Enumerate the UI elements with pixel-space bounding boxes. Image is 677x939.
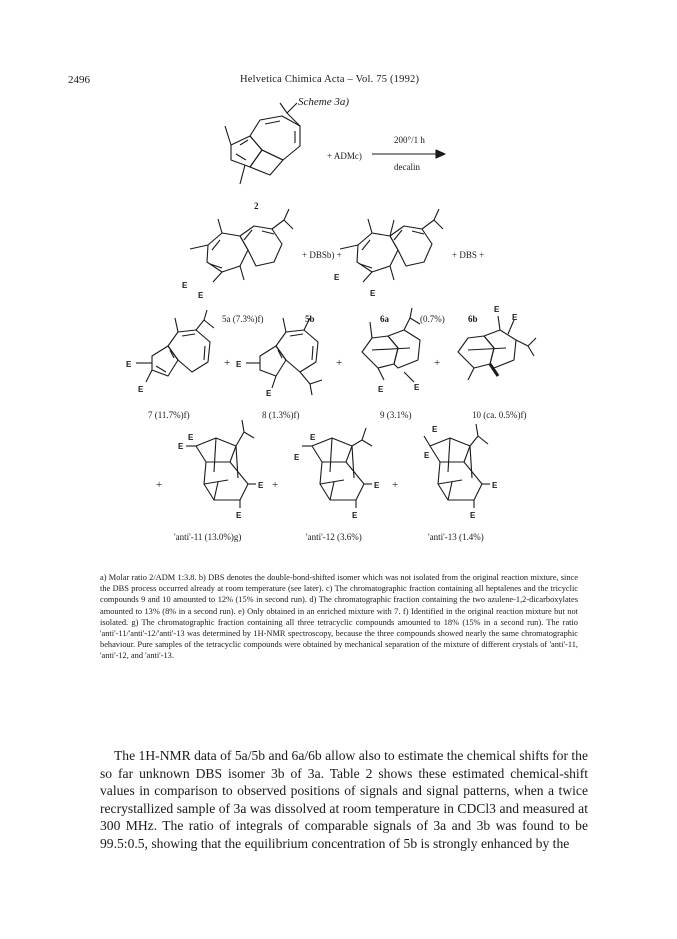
reaction-condition-temp: 200°/1 h	[394, 135, 425, 145]
e-label: E	[512, 313, 518, 322]
plus-sign: +	[272, 479, 279, 491]
e-label: E	[432, 425, 438, 434]
azulene-2-structure	[225, 103, 300, 184]
label-6a-yield: (0.7%)	[420, 314, 445, 324]
e-label: E	[424, 451, 430, 460]
label-10: 10 (ca. 0.5%)f)	[472, 410, 527, 420]
plus-sign: +	[336, 357, 343, 369]
e-label: E	[258, 481, 264, 490]
reagent-adm: + ADMc)	[327, 151, 362, 161]
e-label: E	[492, 481, 498, 490]
heptalene-5a-structure	[190, 209, 293, 282]
e-label: E	[294, 453, 300, 462]
reaction-condition-solvent: decalin	[394, 162, 420, 172]
compound-7-structure	[136, 310, 214, 382]
label-5b: 5b	[305, 314, 315, 324]
e-label: E	[188, 433, 194, 442]
label-6a: 6a	[380, 314, 389, 324]
plus-dbs: + DBS +	[452, 250, 485, 260]
label-anti-11: 'anti'-11 (13.0%)g)	[174, 532, 242, 542]
plus-sign: +	[224, 357, 231, 369]
plus-dbs-b: + DBSb) +	[302, 250, 342, 260]
e-label: E	[374, 481, 380, 490]
e-label: E	[236, 360, 242, 369]
e-label: E	[126, 360, 132, 369]
compound-13-structure	[424, 424, 490, 508]
e-label: E	[182, 281, 188, 290]
plus-sign: +	[392, 479, 399, 491]
label-anti-13: 'anti'-13 (1.4%)	[428, 532, 484, 542]
label-7: 7 (11.7%)f)	[148, 410, 190, 420]
e-label: E	[310, 433, 316, 442]
e-label: E	[352, 511, 358, 520]
footnote-text: a) Molar ratio 2/ADM 1:3.8. b) DBS denotes the double-bond-shifted isomer which was not isolated from the original reaction mixture, since the DBS process occurred already at room temperature (see later). c) The chromatographic fraction containing all heptalenes and the tricyclic compounds 9 and 10 amounted to 12% (15% in second run). d) The chromatographic fraction containing the two azulene-1,2-dicarboxylates amounted to 13% (8% in a second run). e) Only obtained in an enriched mixture with 7. f) Identified in the original reaction mixture but not isolated. g) The chromatographic fraction containing all three tetracyclic compounds amounted to 18% (15% in a second run). The ratio 'anti'-11/'anti'-12/'anti'-13 was determined by 1H-NMR spectroscopy, because the three compounds showed nearly the same chromatographic behaviour. Pure samples of the tetracyclic compounds were obtained by mechanical separation of the mixture of different crystals of 'anti'-11, 'anti'-12, and 'anti'-13.	[100, 573, 578, 661]
label-9: 9 (3.1%)	[380, 410, 412, 420]
e-label: E	[178, 442, 184, 451]
heptalene-6a-structure	[340, 209, 443, 282]
e-label: E	[414, 383, 420, 392]
label-compound-2: 2	[254, 201, 259, 211]
e-label: E	[138, 385, 144, 394]
e-label: E	[236, 511, 242, 520]
label-6b: 6b	[468, 314, 478, 324]
e-label: E	[370, 289, 376, 298]
e-label: E	[494, 305, 500, 314]
label-anti-12: 'anti'-12 (3.6%)	[306, 532, 362, 542]
scheme-title: Scheme 3a)	[298, 96, 350, 108]
e-label: E	[470, 511, 476, 520]
running-head: Helvetica Chimica Acta – Vol. 75 (1992)	[240, 74, 420, 85]
label-5a: 5a (7.3%)f)	[222, 314, 264, 324]
label-8: 8 (1.3%)f)	[262, 410, 300, 420]
e-label: E	[266, 389, 272, 398]
plus-sign: +	[434, 357, 441, 369]
e-label: E	[334, 273, 340, 282]
compound-11-structure	[186, 420, 256, 508]
scheme-footnotes	[100, 572, 578, 662]
e-label: E	[198, 291, 204, 300]
compound-8-structure	[246, 318, 322, 395]
page-number: 2496	[68, 74, 90, 86]
reaction-arrowhead	[436, 150, 445, 158]
body-text	[100, 747, 588, 853]
plus-sign: +	[156, 479, 163, 491]
compound-10-structure	[458, 316, 536, 380]
compound-9-structure	[362, 308, 420, 382]
body-paragraph: The 1H-NMR data of 5a/5b and 6a/6b allow also to estimate the chemical shifts for the so far unknown DBS isomer 3b of 3a. Table 2 shows these estimated chemical-shift values in comparison to observed positions of signals and signal patterns, when a twice recrystallized sample of 3a was dissolved at room temperature in CDCl3 and measured at 300 MHz. The ratio of integrals of comparable signals of 3a and 3b was found to be 99.5:0.5, showing that the equilibrium concentration of 5b is strongly enhanced by the	[100, 748, 588, 851]
e-label: E	[378, 385, 384, 394]
